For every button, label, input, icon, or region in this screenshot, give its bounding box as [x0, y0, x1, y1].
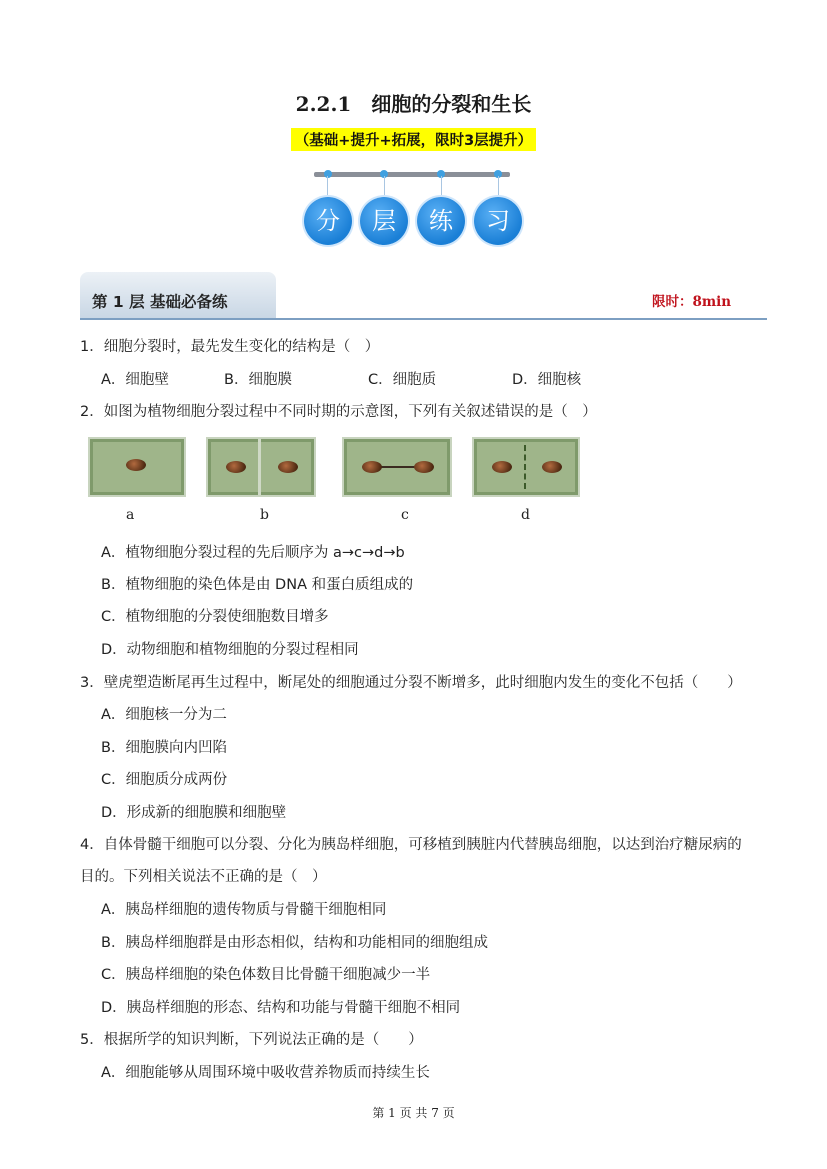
- nucleus: [226, 461, 246, 473]
- question-2-stem: 2．如图为植物细胞分裂过程中不同时期的示意图，下列有关叙述错误的是（ ）: [80, 404, 597, 420]
- question-1-stem: 1．细胞分裂时，最先发生变化的结构是（ ）: [80, 339, 380, 355]
- question-4-stem-line1: 4．自体骨髓干细胞可以分裂、分化为胰岛样细胞，可移植到胰脏内代替胰岛细胞，以达到治疗糖尿病的: [80, 837, 742, 853]
- option-5a: A．细胞能够从周围环境中吸收营养物质而持续生长: [101, 1065, 430, 1081]
- option-4d: D．胰岛样细胞的形态、结构和功能与骨髓干细胞不相同: [101, 1000, 461, 1016]
- banner-stem: [441, 176, 442, 196]
- practice-banner: [300, 170, 530, 250]
- option-4b: B．胰岛样细胞群是由形态相似，结构和功能相同的细胞组成: [101, 935, 488, 951]
- cell-b: [206, 437, 316, 497]
- option-3c: C．细胞质分成两份: [101, 772, 228, 788]
- subtitle: （基础+提升+拓展，限时3层提升）: [291, 128, 536, 151]
- banner-char: 练: [417, 197, 465, 245]
- nucleus: [542, 461, 562, 473]
- option-2b: B．植物细胞的染色体是由 DNA 和蛋白质组成的: [101, 577, 414, 593]
- question-5-stem: 5．根据所学的知识判断，下列说法正确的是（ ）: [80, 1032, 423, 1048]
- nucleus: [414, 461, 434, 473]
- page-title: 2.2.1 细胞的分裂和生长: [295, 92, 532, 116]
- option-2c: C．植物细胞的分裂使细胞数目增多: [101, 609, 329, 625]
- banner-char: 分: [304, 197, 352, 245]
- nucleus: [492, 461, 512, 473]
- cell-d: [472, 437, 580, 497]
- section-tab: [80, 272, 276, 318]
- figure-label-a: a: [126, 507, 135, 523]
- banner-pin: [324, 170, 332, 178]
- nucleus: [278, 461, 298, 473]
- banner-char: 层: [360, 197, 408, 245]
- option-1a: A．细胞壁: [101, 372, 169, 388]
- cell-division-figure: [84, 437, 584, 527]
- section-label: 第 1 层 基础必备练: [92, 293, 228, 311]
- option-3a: A．细胞核一分为二: [101, 707, 227, 723]
- banner-bar: [314, 172, 510, 177]
- forming-cell-plate: [524, 445, 526, 489]
- banner-char: 习: [474, 197, 522, 245]
- new-cell-wall: [258, 439, 261, 495]
- section-divider: [80, 318, 767, 320]
- figure-label-b: b: [260, 507, 269, 523]
- figure-label-d: d: [521, 507, 530, 523]
- time-limit: 限时：8min: [652, 294, 732, 310]
- question-4-stem-line2: 目的。下列相关说法不正确的是（ ）: [80, 869, 327, 885]
- banner-stem: [384, 176, 385, 196]
- option-3d: D．形成新的细胞膜和细胞壁: [101, 805, 287, 821]
- nucleus: [126, 459, 146, 471]
- subtitle-wrap: [0, 128, 827, 151]
- option-1b: B．细胞膜: [224, 372, 292, 388]
- page-footer: 第 1 页 共 7 页: [372, 1106, 455, 1120]
- figure-label-c: c: [401, 507, 409, 523]
- option-3b: B．细胞膜向内凹陷: [101, 740, 227, 756]
- banner-stem: [327, 176, 328, 196]
- option-4a: A．胰岛样细胞的遗传物质与骨髓干细胞相同: [101, 902, 387, 918]
- option-1c: C．细胞质: [368, 372, 437, 388]
- banner-stem: [498, 176, 499, 196]
- option-2a: A．植物细胞分裂过程的先后顺序为 a→c→d→b: [101, 545, 405, 561]
- question-3-stem: 3．壁虎塑造断尾再生过程中，断尾处的细胞通过分裂不断增多，此时细胞内发生的变化不包括（ ）: [80, 675, 742, 691]
- option-2d: D．动物细胞和植物细胞的分裂过程相同: [101, 642, 359, 658]
- option-1d: D．细胞核: [512, 372, 582, 388]
- cell-c: [342, 437, 452, 497]
- option-4c: C．胰岛样细胞的染色体数目比骨髓干细胞减少一半: [101, 967, 431, 983]
- nucleus: [362, 461, 382, 473]
- cell-a: [88, 437, 186, 497]
